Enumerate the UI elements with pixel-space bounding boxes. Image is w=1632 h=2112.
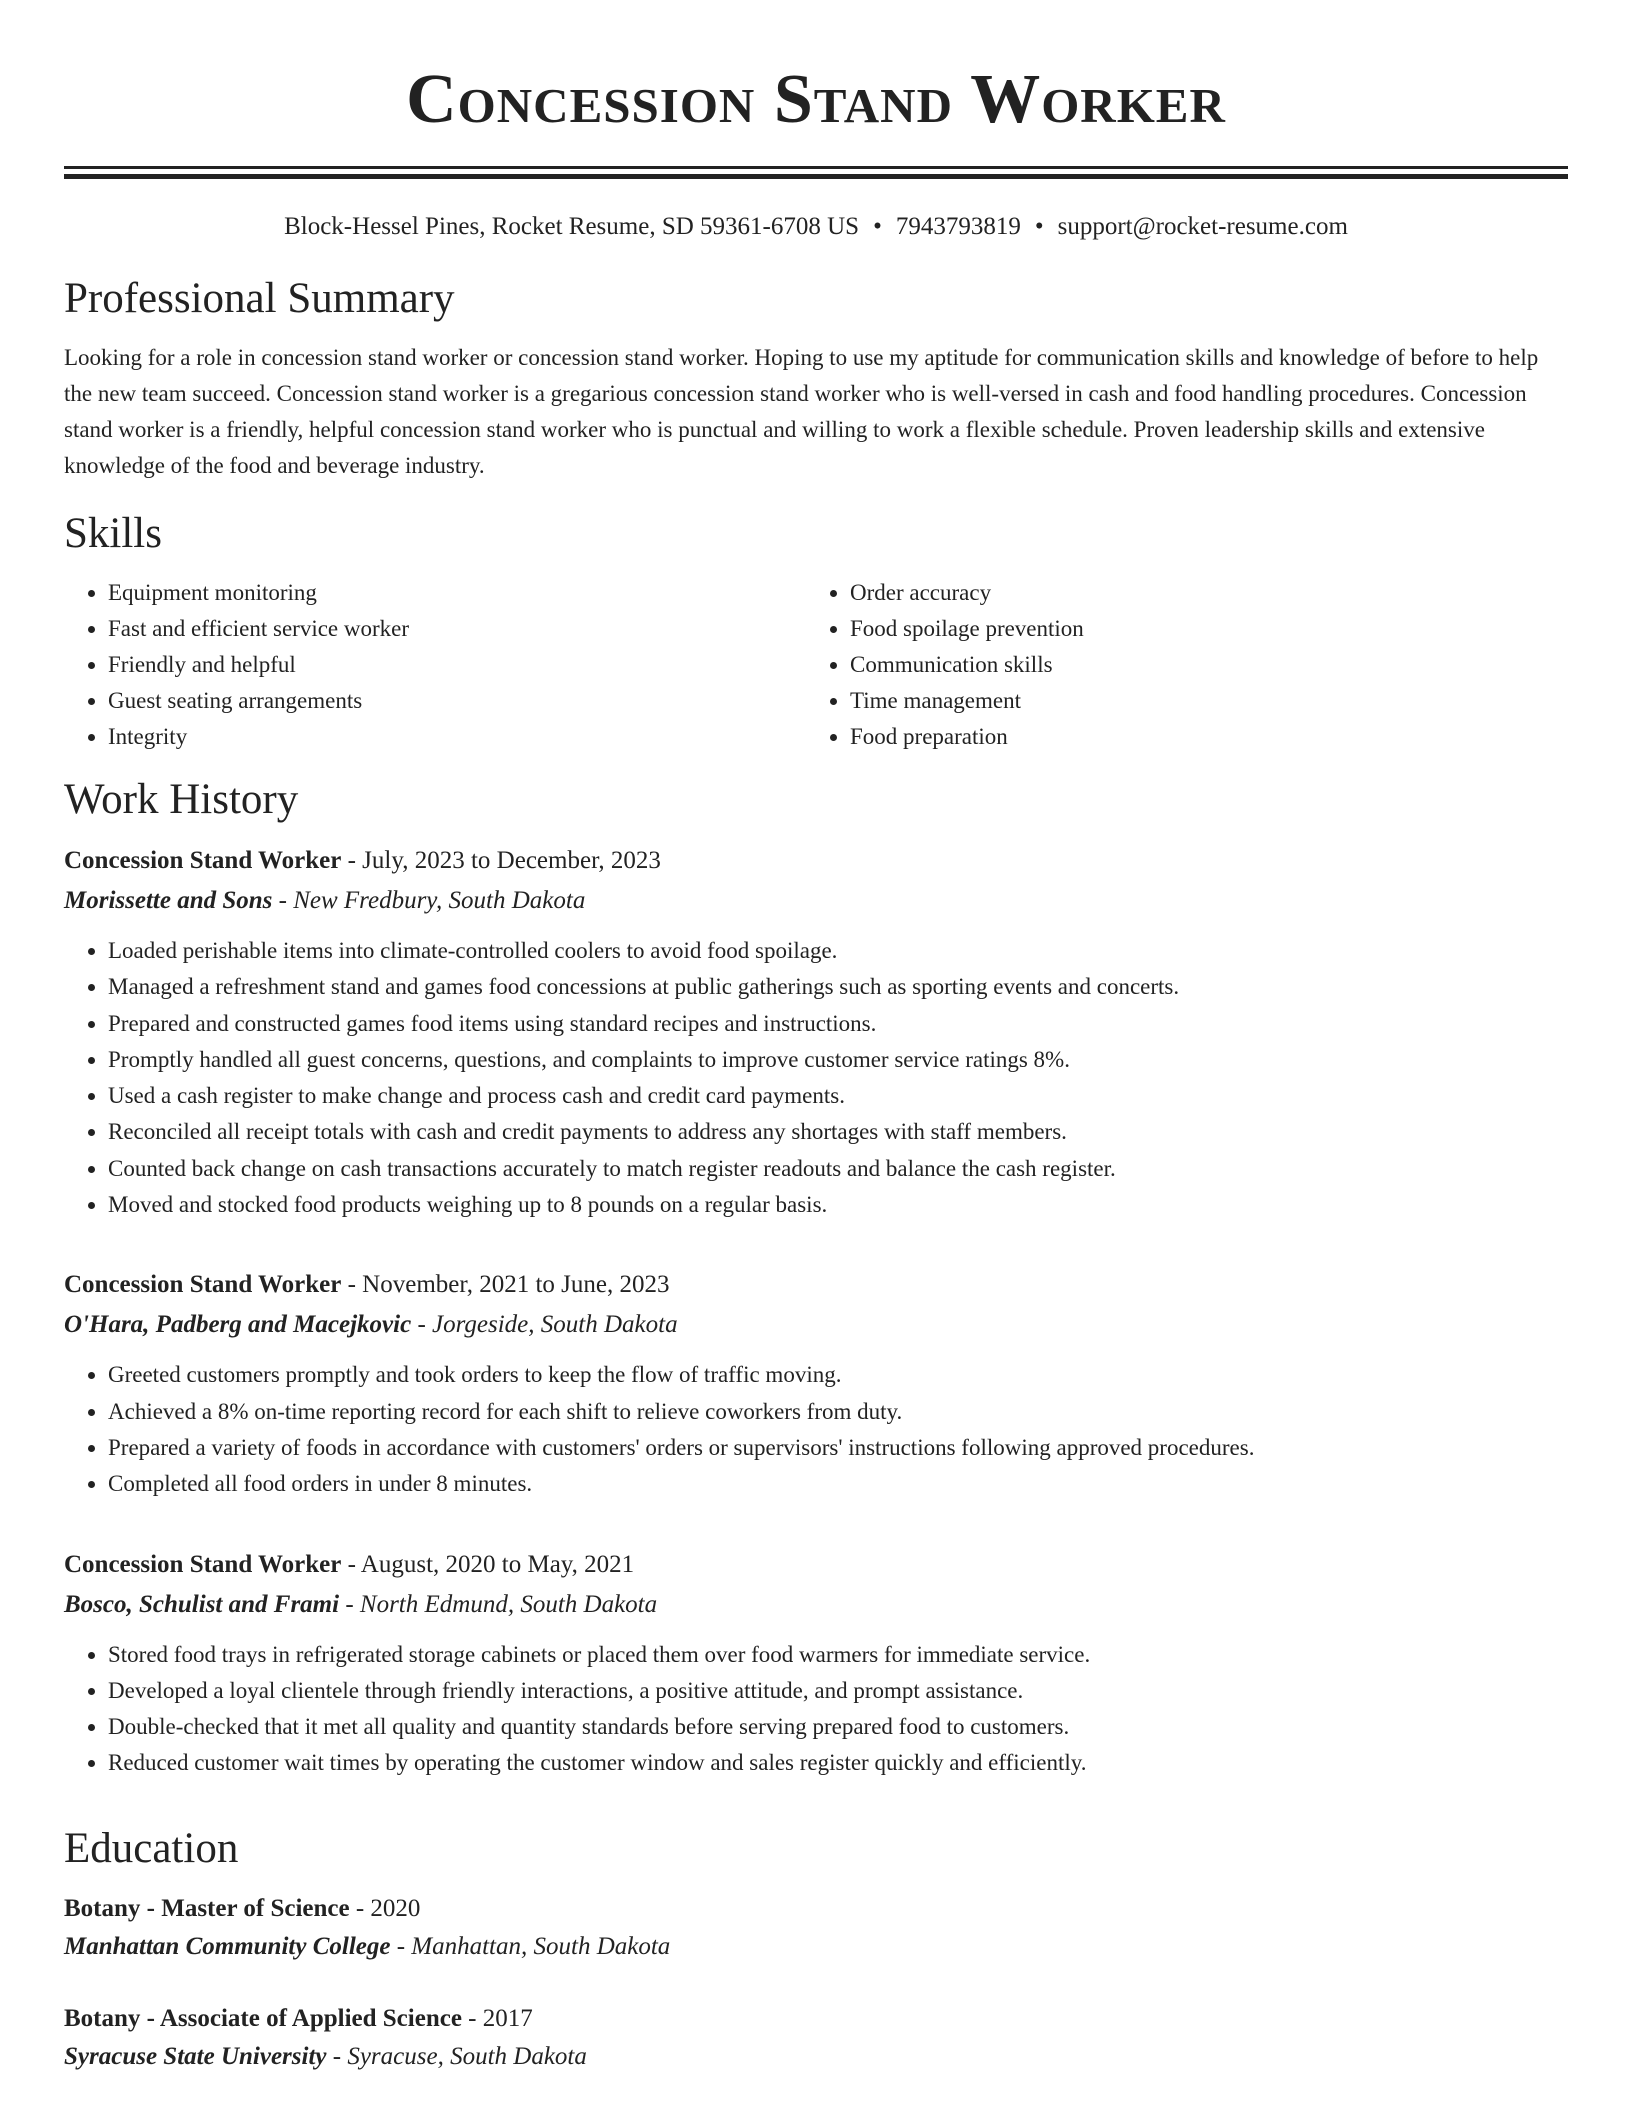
company-name: Bosco, Schulist and Frami	[64, 1590, 340, 1618]
job-duties-list	[64, 933, 1568, 1223]
job-title: Concession Stand Worker	[64, 1271, 342, 1299]
job-duty: • Moved and stocked food products weighing up to 8 pounds on a regular basis.	[108, 1187, 1568, 1223]
degree-name: Botany - Associate of Applied Science	[64, 2004, 462, 2032]
summary-heading: Professional Summary	[64, 275, 455, 322]
job-title-line	[64, 841, 1568, 881]
skill-item: • Friendly and helpful	[108, 647, 806, 683]
job-title: Concession Stand Worker	[64, 847, 342, 874]
company-name: O'Hara, Padberg and Macejkovic	[64, 1311, 412, 1339]
skill-item: • Equipment monitoring	[108, 575, 806, 611]
degree-line	[64, 1890, 1568, 1928]
job-duty: • Counted back change on cash transactions accurately to match register readouts and balance the cash register.	[108, 1151, 1568, 1187]
job-duty: • Managed a refreshment stand and games food concessions at public gatherings such as sporting events and concerts.	[108, 969, 1568, 1005]
company-line	[64, 1585, 1568, 1625]
school-line	[64, 2038, 1568, 2076]
job-duty: • Promptly handled all guest concerns, questions, and complaints to improve customer service ratings 8%.	[108, 1042, 1568, 1078]
school-location: - Manhattan, South Dakota	[390, 1932, 671, 1960]
skill-item: • Integrity	[108, 719, 806, 755]
title-divider-thick	[64, 166, 1568, 169]
skill-item: • Food preparation	[850, 719, 1548, 755]
contact-line	[64, 211, 1568, 243]
company-line	[64, 1305, 1568, 1345]
contact-address: Block-Hessel Pines, Rocket Resume, SD 59361-6708 US	[284, 213, 860, 240]
title-divider-thin	[64, 174, 1568, 179]
skill-item: • Food spoilage prevention	[850, 611, 1548, 647]
school-location: - Syracuse, South Dakota	[326, 2042, 587, 2070]
work-history-heading: Work History	[64, 776, 299, 823]
company-location: - North Edmund, South Dakota	[339, 1590, 658, 1618]
company-location: - New Fredbury, South Dakota	[272, 887, 586, 914]
contact-separator: •	[873, 213, 882, 240]
job-duty: • Reduced customer wait times by operating the customer window and sales register quickly and efficiently.	[108, 1745, 1568, 1781]
degree-name: Botany - Master of Science	[64, 1894, 350, 1922]
job-entry	[64, 1265, 1568, 1502]
job-entry	[64, 1545, 1568, 1782]
skill-item: • Fast and efficient service worker	[108, 611, 806, 647]
job-dates: - November, 2021 to June, 2023	[341, 1271, 670, 1299]
job-duty: • Developed a loyal clientele through friendly interactions, a positive attitude, and prompt assistance.	[108, 1673, 1568, 1709]
skill-item: • Time management	[850, 683, 1548, 719]
company-name: Morissette and Sons	[64, 887, 273, 914]
education-entry	[64, 1890, 1568, 1966]
school-name: Manhattan Community College	[64, 1932, 391, 1960]
company-line	[64, 881, 1568, 921]
job-duties-list	[64, 1637, 1568, 1782]
company-location: - Jorgeside, South Dakota	[411, 1311, 678, 1339]
job-duty: • Prepared a variety of foods in accordance with customers' orders or supervisors' instructions following approved procedures.	[108, 1430, 1568, 1466]
job-duty: • Double-checked that it met all quality and quantity standards before serving prepared food to customers.	[108, 1709, 1568, 1745]
job-title-line	[64, 1265, 1568, 1305]
skills-grid	[64, 575, 1568, 755]
school-name: Syracuse State University	[64, 2042, 327, 2070]
skills-column-left	[64, 575, 806, 755]
job-duty: • Reconciled all receipt totals with cash and credit payments to address any shortages with staff members.	[108, 1114, 1568, 1150]
resume-title: Concession Stand Worker	[406, 61, 1226, 138]
job-duty: • Achieved a 8% on-time reporting record for each shift to relieve coworkers from duty.	[108, 1394, 1568, 1430]
job-duty: • Stored food trays in refrigerated storage cabinets or placed them over food warmers for immediate service.	[108, 1637, 1568, 1673]
skills-heading: Skills	[64, 510, 162, 557]
skill-item: • Order accuracy	[850, 575, 1548, 611]
school-line	[64, 1928, 1568, 1966]
contact-separator: •	[1034, 213, 1044, 240]
job-duty: • Loaded perishable items into climate-controlled coolers to avoid food spoilage.	[108, 933, 1568, 969]
contact-email: support@rocket-resume.com	[1057, 213, 1348, 240]
job-dates: - August, 2020 to May, 2021	[341, 1550, 635, 1578]
education-entry	[64, 2000, 1568, 2076]
job-title: Concession Stand Worker	[64, 1550, 342, 1578]
contact-phone: 7943793819	[895, 213, 1021, 240]
degree-year: - 2017	[461, 2004, 533, 2032]
job-duty: • Greeted customers promptly and took orders to keep the flow of traffic moving.	[108, 1357, 1568, 1393]
summary-text: Looking for a role in concession stand worker or concession stand worker. Hoping to use my aptitude for communication skills and knowledge of before to help the new team succeed. Concession stand worker is a gregarious concession stand worker who is well-versed in cash and food handling procedures. Concession stand worker is a friendly, helpful concession stand worker who is punctual and willing to work a flexible schedule. Proven leadership skills and extensive knowledge of the food and beverage industry.	[64, 345, 1539, 478]
job-duty: • Used a cash register to make change and process cash and credit card payments.	[108, 1078, 1568, 1114]
education-heading: Education	[64, 1824, 239, 1872]
degree-line	[64, 2000, 1568, 2038]
job-duties-list	[64, 1357, 1568, 1502]
job-dates: - July, 2023 to December, 2023	[341, 847, 661, 874]
skills-column-right	[806, 575, 1548, 755]
job-entry	[64, 841, 1568, 1223]
skill-item: • Communication skills	[850, 647, 1548, 683]
skill-item: • Guest seating arrangements	[108, 683, 806, 719]
degree-year: - 2020	[349, 1894, 421, 1922]
job-title-line	[64, 1545, 1568, 1585]
job-duty: • Completed all food orders in under 8 minutes.	[108, 1466, 1568, 1502]
job-duty: • Prepared and constructed games food items using standard recipes and instructions.	[108, 1006, 1568, 1042]
